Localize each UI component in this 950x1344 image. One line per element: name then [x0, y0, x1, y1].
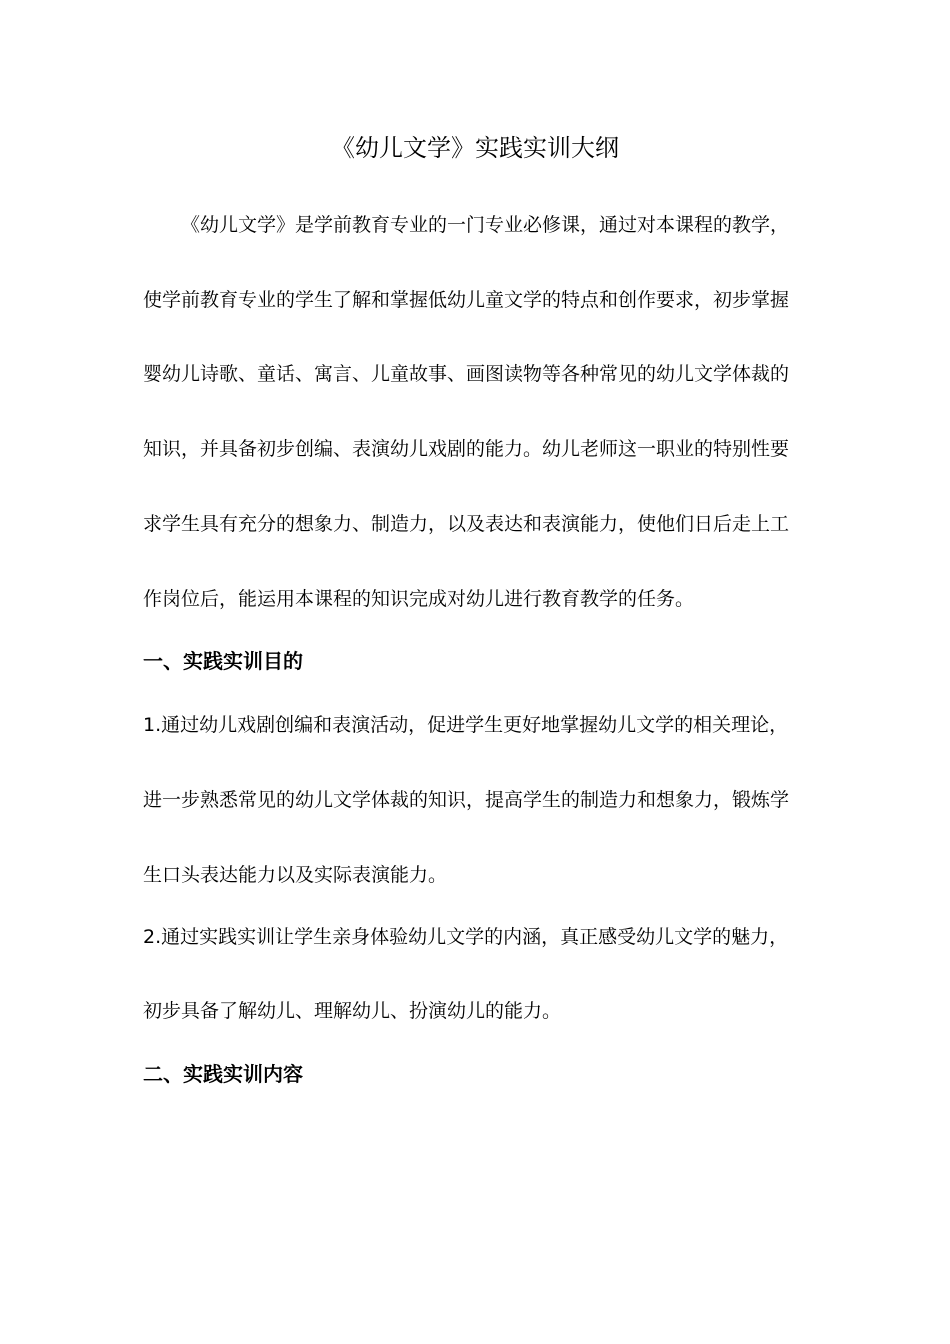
- intro-line-2: 使学前教育专业的学生了解和掌握低幼儿童文学的特点和创作要求，初步掌握: [143, 289, 790, 311]
- intro-line-4: 知识，并具备初步创编、表演幼儿戏剧的能力。幼儿老师这一职业的特别性要: [143, 438, 790, 460]
- intro-line-3: 婴幼儿诗歌、童话、寓言、儿童故事、画图读物等各种常见的幼儿文学体裁的: [143, 363, 790, 385]
- purpose-item1-line-2: 进一步熟悉常见的幼儿文学体裁的知识，提高学生的制造力和想象力，锻炼学: [143, 789, 790, 811]
- purpose-item1-line-1: 1.通过幼儿戏剧创编和表演活动，促进学生更好地掌握幼儿文学的相关理论，: [143, 714, 789, 736]
- intro-line-6: 作岗位后，能运用本课程的知识完成对幼儿进行教育教学的任务。: [143, 588, 695, 610]
- intro-line-1: 《幼儿文学》是学前教育专业的一门专业必修课，通过对本课程的教学，: [181, 214, 790, 236]
- purpose-item1-line-3: 生口头表达能力以及实际表演能力。: [143, 864, 448, 886]
- purpose-item2-line-1: 2.通过实践实训让学生亲身体验幼儿文学的内涵，真正感受幼儿文学的魅力，: [143, 926, 789, 948]
- section-heading-content: 二、实践实训内容: [143, 1062, 303, 1086]
- document-title: 《幼儿文学》实践实训大纲: [331, 134, 619, 162]
- intro-line-5: 求学生具有充分的想象力、制造力，以及表达和表演能力，使他们日后走上工: [143, 513, 790, 535]
- purpose-item2-line-2: 初步具备了解幼儿、理解幼儿、扮演幼儿的能力。: [143, 1000, 562, 1022]
- section-heading-purpose: 一、实践实训目的: [143, 649, 303, 673]
